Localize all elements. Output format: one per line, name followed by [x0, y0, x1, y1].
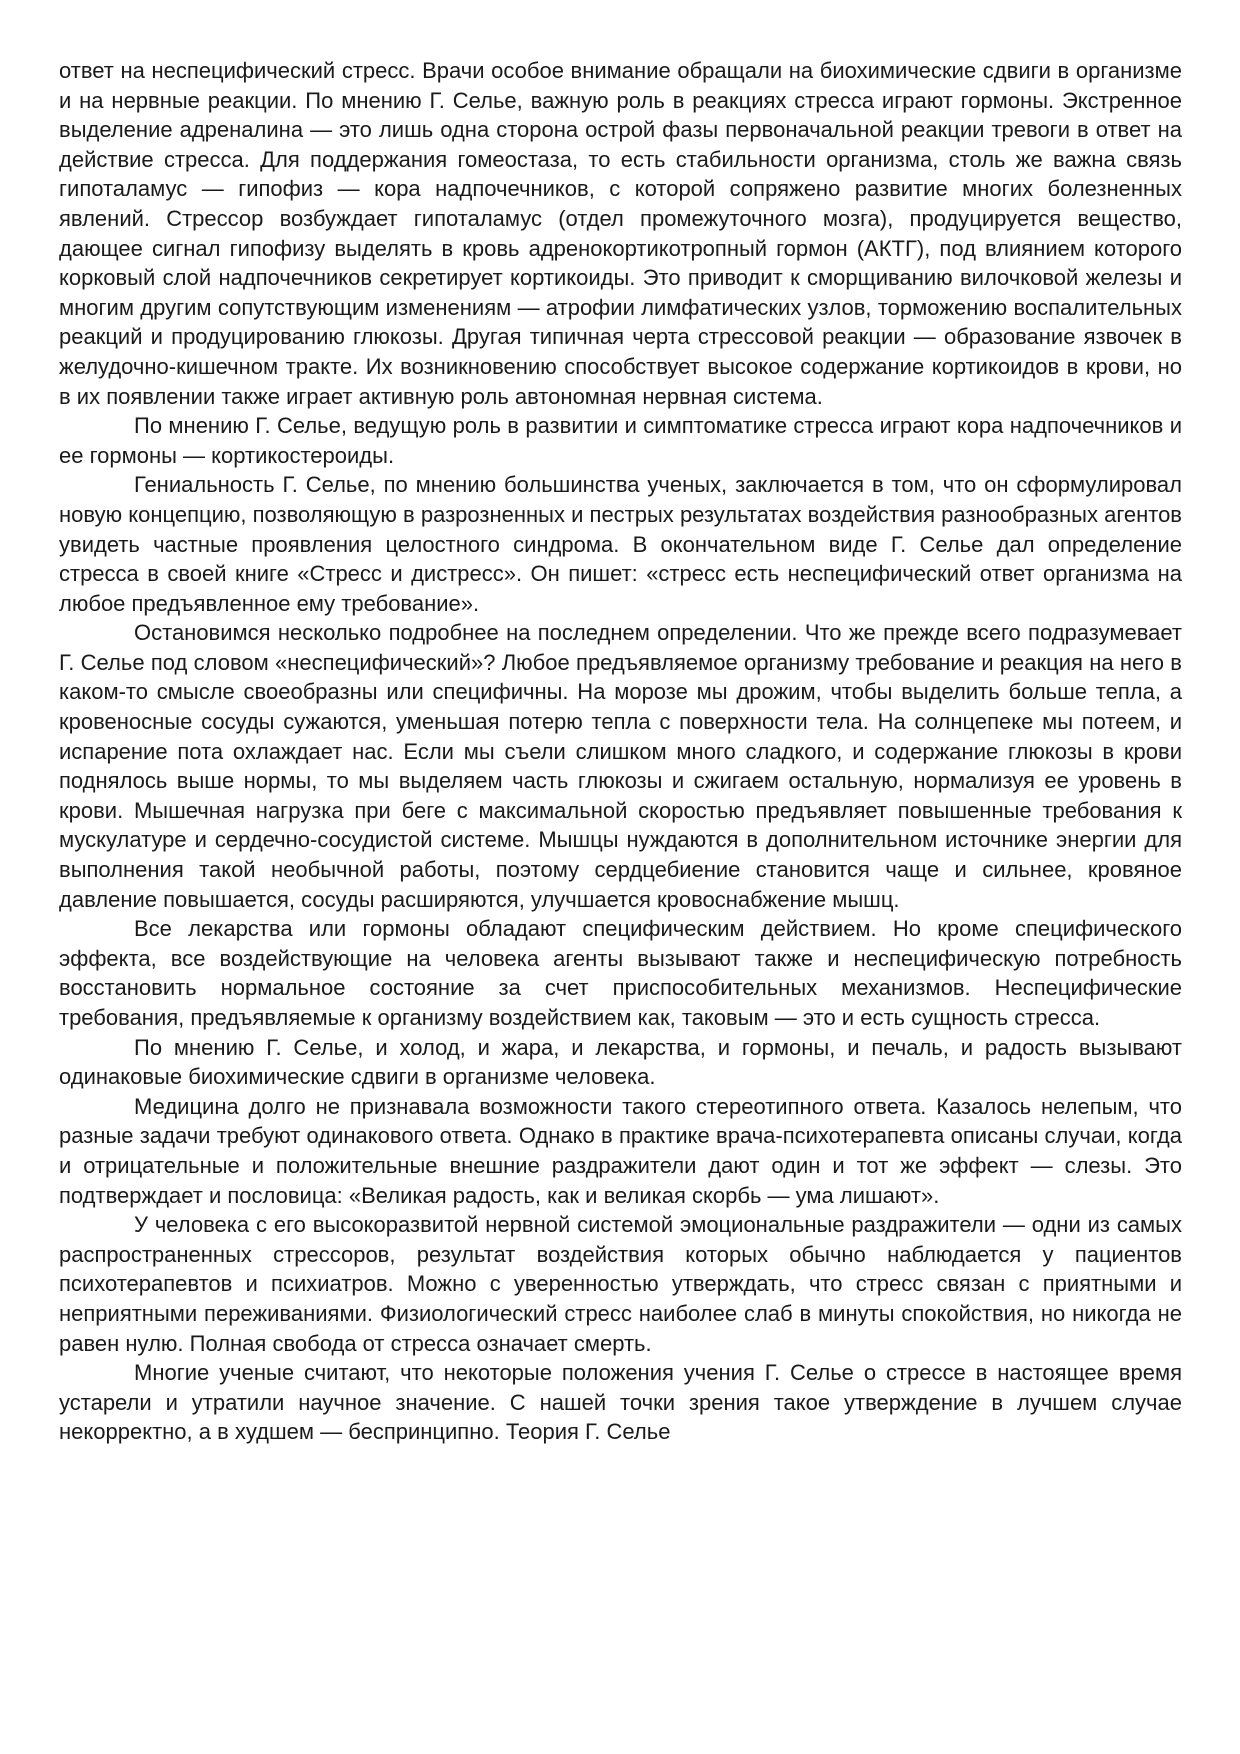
paragraph: Гениальность Г. Селье, по мнению большинства ученых, заключается в том, что он сформулировал новую концепцию, позволяющую в разрозненных и пестрых результатах воздействия разнообразных агентов увидеть частные проявления целостного синдрома. В окончательном виде Г. Селье дал определение стресса в своей книге «Стресс и дистресс». Он пишет: «стресс есть неспецифический ответ организма на любое предъявленное ему требование». [59, 472, 1182, 616]
paragraph: Медицина долго не признавала возможности такого стереотипного ответа. Казалось нелепым, что разные задачи требуют одинакового ответа. Однако в практике врача-психотерапевта описаны случаи, когда и отрицательные и положительные внешние раздражители дают один и тот же эффект — слезы. Это подтверждает и пословица: «Великая радость, как и великая скорбь — ума лишают». [59, 1093, 1182, 1208]
paragraph: Все лекарства или гормоны обладают специфическим действием. Но кроме специфического эффекта, все воздействующие на человека агенты вызывают также и неспецифическую потребность восстановить нормальное состояние за счет приспособительных механизмов. Неспецифические требования, предъявляемые к организму воздействием как, таковым — это и есть сущность стресса. [59, 916, 1182, 1030]
paragraph: Многие ученые считают, что некоторые положения учения Г. Селье о стрессе в настоящее время устарели и утратили научное значение. С нашей точки зрения такое утверждение в лучшем случае некорректно, а в худшем — беспринципно. Теория Г. Селье [59, 1360, 1182, 1445]
paragraph: У человека с его высокоразвитой нервной системой эмоциональные раздражители — одни из самых распространенных стрессоров, результат воздействия которых обычно наблюдается у пациентов психотерапевтов и психиатров. Можно с уверенностью утверждать, что стресс связан с приятными и неприятными переживаниями. Физиологический стресс наиболее слаб в минуты спокойствия, но никогда не равен нулю. Полная свобода от стресса означает смерть. [59, 1212, 1182, 1356]
document-page [59, 56, 1182, 1447]
paragraph: По мнению Г. Селье, ведущую роль в развитии и симптоматике стресса играют кора надпочечников и ее гормоны — кортикостероиды. [59, 413, 1182, 468]
paragraph: По мнению Г. Селье, и холод, и жара, и лекарства, и гормоны, и печаль, и радость вызывают одинаковые биохимические сдвиги в организме человека. [59, 1034, 1182, 1090]
paragraph-continuation: ответ на неспецифический стресс. Врачи особое внимание обращали на биохимические сдвиги в организме и на нервные реакции. По мнению Г. Селье, важную роль в реакциях стресса играют гормоны. Экстренное выделение адреналина — это лишь одна сторона острой фазы первоначальной реакции тревоги в ответ на действие стресса. Для поддержания гомеостаза, то есть стабильности организма, столь же важна связь гипоталамус — гипофиз — кора надпочечников, с которой сопряжено развитие многих болезненных явлений. Стрессор возбуждает гипоталамус (отдел промежуточного мозга), продуцируется вещество, дающее сигнал гипофизу выделять в кровь адренокортикотропный гормон (АКТГ), под влиянием которого корковый слой надпочечников секретирует кортикоиды. Это приводит к сморщиванию вилочковой железы и многим другим сопутствующим изменениям — атрофии лимфатических узлов, торможению воспалительных реакций и продуцированию глюкозы. Другая типичная черта стрессовой реакции — образование язвочек в желудочно-кишечном тракте. Их возникновению способствует высокое содержание кортикоидов в крови, но в их появлении также играет активную роль автономная нервная система. [59, 58, 1182, 409]
paragraph: Остановимся несколько подробнее на последнем определении. Что же прежде всего подразумевает Г. Селье под словом «неспецифический»? Любое предъявляемое организму требование и реакция на него в каком-то смысле своеобразны или специфичны. На морозе мы дрожим, чтобы выделить больше тепла, а кровеносные сосуды сужаются, уменьшая потерю тепла с поверхности тела. На солнцепеке мы потеем, и испарение пота охлаждает нас. Если мы съели слишком много сладкого, и содержание глюкозы в крови поднялось выше нормы, то мы выделяем часть глюкозы и сжигаем остальную, нормализуя ее уровень в крови. Мышечная нагрузка при беге с максимальной скоростью предъявляет повышенные требования к мускулатуре и сердечно-сосудистой системе. Мышцы нуждаются в дополнительном источнике энергии для выполнения такой необычной работы, поэтому сердцебиение становится чаще и сильнее, кровяное давление повышается, сосуды расширяются, улучшается кровоснабжение мышц. [59, 620, 1182, 912]
